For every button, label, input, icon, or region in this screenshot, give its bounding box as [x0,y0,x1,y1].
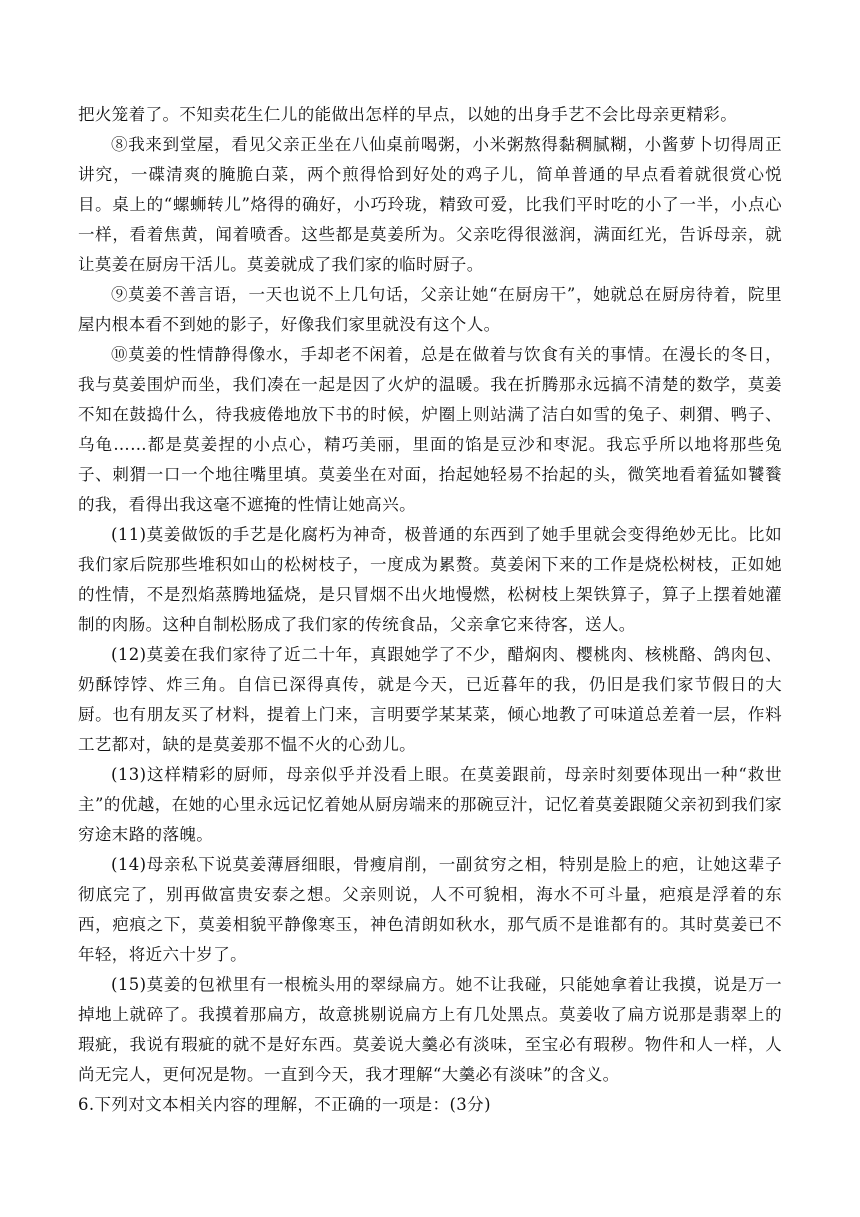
paragraph-12: (12)莫姜在我们家待了近二十年，真跟她学了不少，醋焖肉、樱桃肉、核桃酪、鸽肉包、奶酥饽饽、炸三角。自信已深得真传，就是今天，已近暮年的我，仍旧是我们家节假日的大厨。也有朋友买了材料，提着上门来，言明要学某某菜，倾心地教了可味道总差着一层，作料工艺都对，缺的是莫姜那不愠不火的心劲儿。 [78,645,782,754]
paragraph-9: ⑨莫姜不善言语，一天也说不上几句话，父亲让她“在厨房干”，她就总在厨房待着，院里屋内根本看不到她的影子，好像我们家里就没有这个人。 [78,285,782,334]
paragraph-11: (11)莫姜做饭的手艺是化腐朽为神奇，极普通的东西到了她手里就会变得绝妙无比。比如我们家后院那些堆积如山的松树枝子，一度成为累赘。莫姜闲下来的工作是烧松树枝，正如她的性情，不是烈焰蒸腾地猛烧，是只冒烟不出火地慢燃，松树枝上架铁算子，算子上摆着她灌制的肉肠。这种自制松肠成了我们家的传统食品，父亲拿它来待客，送人。 [78,525,782,634]
document-page [78,100,782,1120]
paragraph-15: (15)莫姜的包袱里有一根梳头用的翠绿扁方。她不让我碰，只能她拿着让我摸，说是万一掉地上就碎了。我摸着那扁方，故意挑剔说扁方上有几处黑点。莫姜收了扁方说那是翡翠上的瑕疵，我说有瑕疵的就不是好东西。莫姜说大羹必有淡味，至宝必有瑕秽。物件和人一样，人尚无完人，更何况是物。一直到今天，我才理解“大羹必有淡味”的含义。 [78,975,782,1084]
paragraph-continuation: 把火笼着了。不知卖花生仁儿的能做出怎样的早点，以她的出身手艺不会比母亲更精彩。 [78,105,738,124]
paragraph-8: ⑧我来到堂屋，看见父亲正坐在八仙桌前喝粥，小米粥熬得黏稠腻糊，小酱萝卜切得周正讲究，一碟清爽的腌脆白菜，两个煎得恰到好处的鸡子儿，简单普通的早点看着就很赏心悦目。桌上的“螺蛳转儿”烙得的确好，小巧玲珑，精致可爱，比我们平时吃的小了一半，小点心一样，看着焦黄，闻着喷香。这些都是莫姜所为。父亲吃得很滋润，满面红光，告诉母亲，就让莫姜在厨房干活儿。莫姜就成了我们家的临时厨子。 [78,135,782,274]
paragraph-13: (13)这样精彩的厨师，母亲似乎并没看上眼。在莫姜跟前，母亲时刻要体现出一种“救世主”的优越，在她的心里永远记忆着她从厨房端来的那碗豆汁，记忆着莫姜跟随父亲初到我们家穷途末路的落魄。 [78,765,782,844]
paragraph-10: ⑩莫姜的性情静得像水，手却老不闲着，总是在做着与饮食有关的事情。在漫长的冬日，我与莫姜围炉而坐，我们凑在一起是因了火炉的温暖。我在折腾那永远搞不清楚的数学，莫姜不知在鼓捣什么，待我疲倦地放下书的时候，炉圈上则站满了洁白如雪的兔子、刺猬、鸭子、乌龟……都是莫姜捏的小点心，精巧美丽，里面的馅是豆沙和枣泥。我忘乎所以地将那些兔子、刺猬一口一个地往嘴里填。莫姜坐在对面，抬起她轻易不抬起的头，微笑地看着猛如饕餮的我，看得出我这毫不遮掩的性情让她高兴。 [78,345,782,514]
question-6: 6.下列对文本相关内容的理解，不正确的一项是：(3分) [78,1095,491,1114]
paragraph-14: (14)母亲私下说莫姜薄唇细眼，骨瘦肩削，一副贫穷之相，特别是脸上的疤，让她这辈子彻底完了，别再做富贵安泰之想。父亲则说，人不可貌相，海水不可斗量，疤痕是浮着的东西，疤痕之下，莫姜相貌平静像寒玉，神色清朗如秋水，那气质不是谁都有的。其时莫姜已不年轻，将近六十岁了。 [78,855,782,964]
